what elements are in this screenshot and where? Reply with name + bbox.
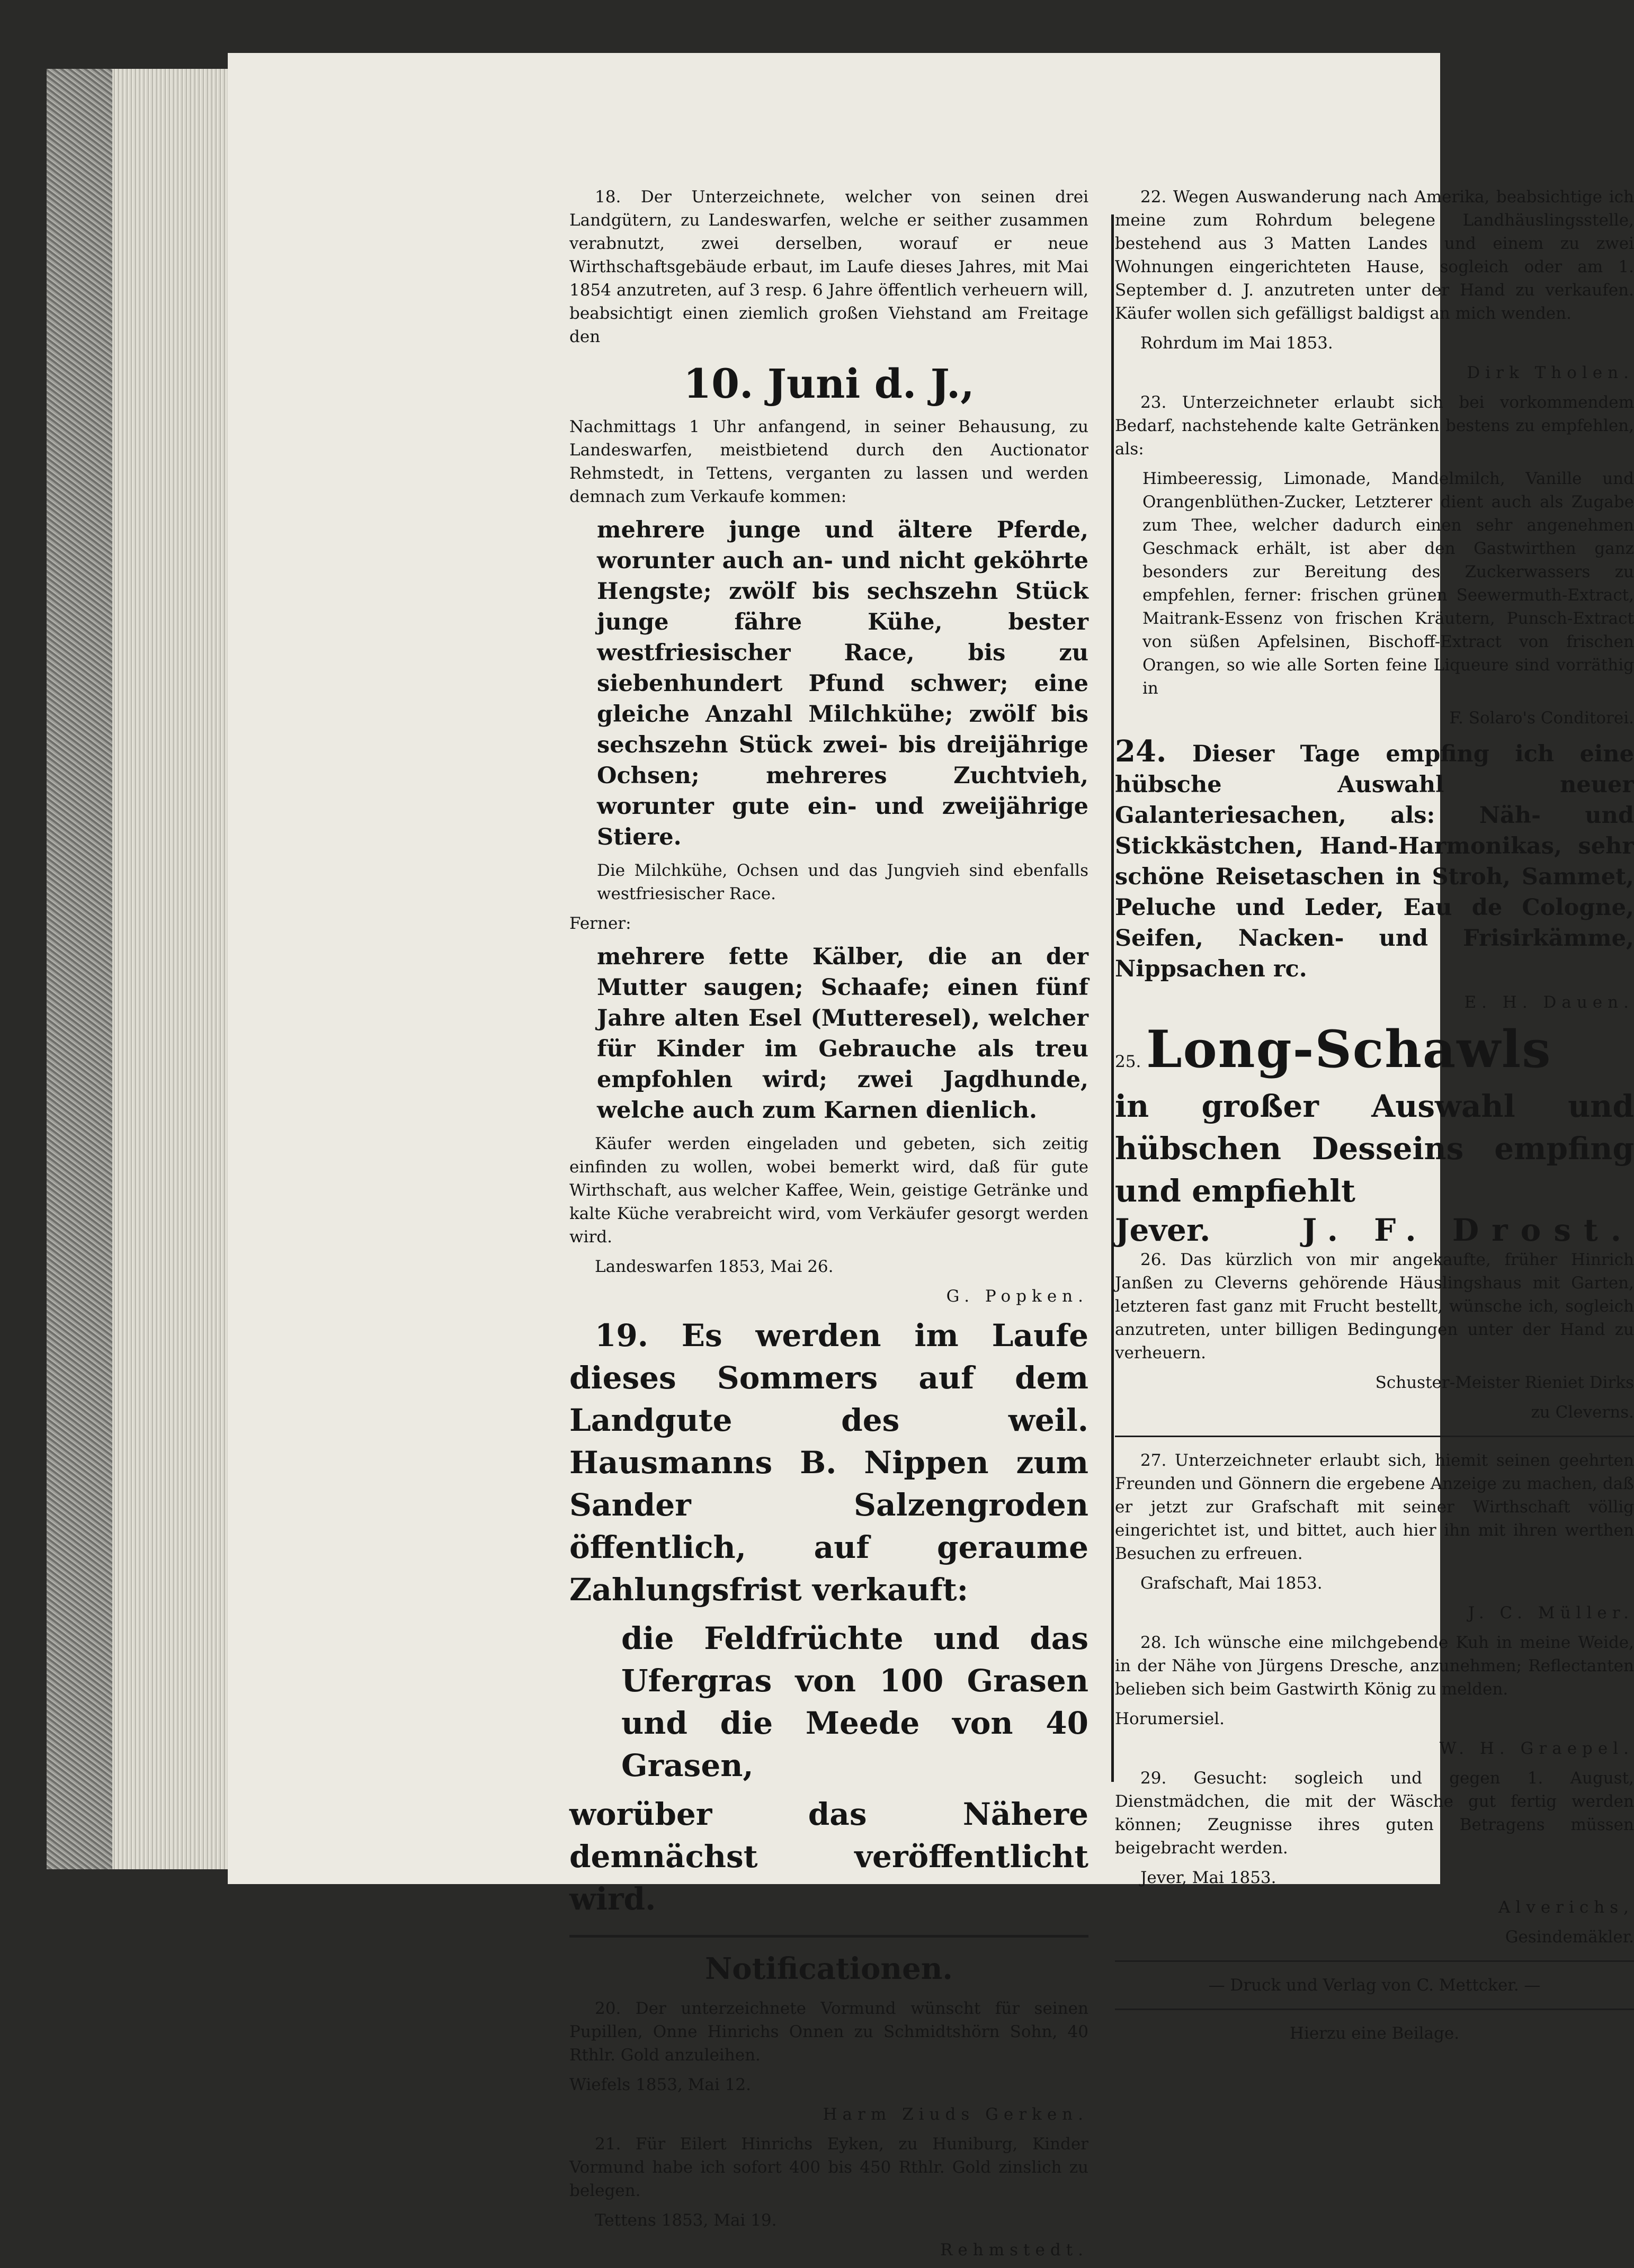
ad-25-title: Long-Schawls: [1146, 1019, 1552, 1079]
book-cover-edge: [47, 69, 118, 1869]
divider-printer-bottom: [1115, 2009, 1634, 2010]
ad-24-number: 24.: [1115, 734, 1167, 769]
ad-24-body: Dieser Tage empfing ich eine hübsche Auswahl neuer Galanteriesachen, als: Näh- und Stickkästchen, Hand-Harmonikas, sehr schöne Reisetaschen in Stroh, Sammet, Peluche und Leder, Eau de Cologne, Seifen, Nacken- und Frisirkämme, Nippsachen rc.: [1115, 741, 1634, 982]
ad-18-intro: 18. Der Unterzeichnete, welcher von seinen drei Landgütern, zu Landeswarfen, welche er seither zusammen verabnutzt, zwei derselben, worauf er neue Wirthschaftsgebäude erbaut, im Laufe dieses Jahres, mit Mai 1854 anzutreten, auf 3 resp. 6 Jahre öffentlich verheuern will, beabsichtigt einen ziemlich großen Viehstand am Freitage den: [569, 187, 1088, 346]
ad-22-signature: Dirk Tholen.: [1467, 363, 1634, 382]
ad-27-signature: J. C. Müller.: [1468, 1603, 1634, 1622]
ad-18-signature: G. Popken.: [946, 1287, 1088, 1306]
ad-29-signature: Alverichs,: [1498, 1898, 1634, 1917]
ad-25-number: 25.: [1115, 1052, 1141, 1071]
newspaper-page: [228, 53, 1634, 2260]
ad-22-place-date: Rohrdum im Mai 1853.: [1140, 334, 1333, 353]
ad-20-text: 20. Der unterzeichnete Vormund wünscht für seinen Pupillen, Onne Hinrichs Onnen zu Schmidtshörn Sohn, 40 Rthlr. Gold anzuleihen.: [569, 1999, 1088, 2065]
ad-18-livestock-list: mehrere junge und ältere Pferde, worunter auch an- und nicht geköhrte Hengste; zwölf bis sechszehn Stück junge fähre Kühe, bester westfriesischer Race, bis zu siebenhundert Pfund schwer; eine gleiche Anzahl Milchkühe; zwölf bis sechszehn Stück zwei- bis dreijährige Ochsen; mehreres Zuchtvieh, worunter gute ein- und zweijährige Stiere.: [597, 517, 1088, 850]
ad-18-note-race: Die Milchkühe, Ochsen und das Jungvieh sind ebenfalls westfriesischer Race.: [597, 861, 1088, 903]
ad-18-date: 10. Juni d. J.,: [683, 360, 975, 407]
ad-25-text: in großer Auswahl und hübschen Desseins empfing und empfiehlt: [1115, 1088, 1634, 1209]
ad-25-place: Jever.: [1115, 1212, 1211, 1248]
ad-28-place: Horumersiel.: [1115, 1709, 1225, 1728]
ad-20-signature: Harm Ziuds Gerken.: [823, 2105, 1088, 2124]
ad-18-text: Nachmittags 1 Uhr anfangend, in seiner Behausung, zu Landeswarfen, meistbietend durch den Auctionator Rehmstedt, in Tettens, verganten zu lassen und werden demnach zum Verkaufe kommen:: [569, 417, 1088, 506]
ad-19-items: die Feldfrüchte und das Ufergras von 100 Grasen und die Meede von 40 Grasen,: [621, 1620, 1088, 1783]
right-column: [1115, 185, 1634, 2051]
column-divider: [1111, 214, 1114, 1782]
ad-25-signature: J. F. Drost.: [1302, 1212, 1634, 1248]
ad-18-other-list: mehrere fette Kälber, die an der Mutter saugen; Schaafe; einen fünf Jahre alten Esel (Mutteresel), welcher für Kinder im Gebrauche als treu empfohlen wird; zwei Jagdhunde, welche auch zum Karnen dienlich.: [597, 944, 1088, 1124]
ad-27-text: 27. Unterzeichneter erlaubt sich, hiemit seinen geehrten Freunden und Gönnern die ergebene Anzeige zu machen, daß er jetzt zur Grafschaft mit seiner Wirthschaft völlig eingerichtet ist, und bittet, auch hier ihn mit ihren werthen Besuchen zu erfreuen.: [1115, 1451, 1634, 1563]
ad-27-place-date: Grafschaft, Mai 1853.: [1140, 1574, 1323, 1593]
divider-26-27: [1115, 1436, 1634, 1437]
ad-21-signature: Rehmstedt.: [940, 2240, 1088, 2260]
supplement-note: Hierzu eine Beilage.: [1289, 2024, 1460, 2043]
ad-29-text: 29. Gesucht: sogleich und gegen 1. August, Dienstmädchen, die mit der Wäsche gut fertig werden können; Zeugnisse ihres guten Betragens müssen beigebracht werden.: [1115, 1769, 1634, 1858]
ad-28-text: 28. Ich wünsche eine milchgebende Kuh in meine Weide, in der Nähe von Jürgens Dresche, anzunehmen; Reflectanten belieben sich beim Gastwirth König zu melden.: [1115, 1633, 1634, 1699]
ad-19-text: 19. Es werden im Laufe dieses Sommers auf dem Landgute des weil. Hausmanns B. Nippen zum Sander Salzengroden öffentlich, auf geraume Zahlungsfrist verkauft:: [569, 1317, 1088, 1608]
ad-24-text: [1115, 736, 1634, 984]
ad-25-sign-line: [1115, 1212, 1634, 1248]
ad-21-text: 21. Für Eilert Hinrichs Eyken, zu Huniburg, Kinder Vormund habe ich sofort 400 bis 450 Rthlr. Gold zinslich zu belegen.: [569, 2135, 1088, 2200]
printer-line: — Druck und Verlag von C. Mettcker. —: [1208, 1976, 1541, 1995]
ad-18-place-date: Landeswarfen 1853, Mai 26.: [595, 1257, 834, 1276]
ad-23-drinks-list: Himbeeressig, Limonade, Mandelmilch, Vanille und Orangenblüthen-Zucker, Letzterer dient auch als Zugabe zum Thee, welcher dadurch einen sehr angenehmen Geschmack erhält, ist aber den Gastwirthen ganz besonders zur Bereitung des Zuckerwassers zu empfehlen, ferner: frischen grünen Seewermuth-Extract, Maitrank-Essenz von frischen Kräutern, Punsch-Extract von süßen Apfelsinen, Bischoff-Extract von frischen Orangen, so wie alle Sorten feine Liqueure sind vorräthig in: [1142, 469, 1634, 698]
section-divider: [569, 1935, 1088, 1938]
ad-29-signature-title: Gesindemäkler.: [1505, 1928, 1634, 1947]
left-column: [569, 185, 1088, 2268]
ad-25-heading: [1115, 1020, 1634, 1079]
ad-26-text: 26. Das kürzlich von mir angekaufte, früher Hinrich Janßen zu Cleverns gehörende Häuslingshaus mit Garten, letzteren fast ganz mit Frucht bestellt, wünsche ich, sogleich anzutreten, unter billigen Bedingungen unter der Hand zu verheuern.: [1115, 1250, 1634, 1362]
ad-19-closing: worüber das Nähere demnächst veröffentlicht wird.: [569, 1796, 1088, 1917]
ad-26-signature-place: zu Cleverns.: [1531, 1403, 1634, 1422]
ad-24-signature: E. H. Dauen.: [1464, 993, 1634, 1012]
ad-22-text: 22. Wegen Auswanderung nach Amerika, beabsichtige ich meine zum Rohrdum belegene Landhäuslingsstelle, bestehend aus 3 Matten Landes und einem zu zwei Wohnungen eingerichteten Hause, sogleich oder am 1. September d. J. anzutreten unter der Hand zu verkaufen. Käufer wollen sich gefälligst baldigst an mich wenden.: [1115, 187, 1634, 323]
ad-29-place-date: Jever, Mai 1853.: [1140, 1868, 1276, 1887]
ad-26-signature: Schuster-Meister Rieniet Dirks: [1375, 1373, 1634, 1392]
ad-21-place-date: Tettens 1853, Mai 19.: [595, 2211, 777, 2230]
ad-18-buyers-note: Käufer werden eingeladen und gebeten, sich zeitig einfinden zu wollen, wobei bemerkt wird, daß für gute Wirthschaft, aus welcher Kaffee, Wein, geistige Getränke und kalte Küche verabreicht wird, vom Verkäufer gesorgt werden wird.: [569, 1134, 1088, 1247]
ad-23-signature: F. Solaro's Conditorei.: [1449, 709, 1634, 728]
divider-printer-top: [1115, 1960, 1634, 1962]
page-stack-edges: [112, 69, 229, 1869]
ad-18-ferner: Ferner:: [569, 914, 631, 933]
ad-28-signature: W. H. Graepel.: [1439, 1739, 1634, 1758]
notifications-heading: Notificationen.: [705, 1951, 953, 1986]
ad-23-text: 23. Unterzeichneter erlaubt sich bei vorkommendem Bedarf, nachstehende kalte Getränken bestens zu empfehlen, als:: [1115, 393, 1634, 459]
ad-20-place-date: Wiefels 1853, Mai 12.: [569, 2075, 751, 2094]
